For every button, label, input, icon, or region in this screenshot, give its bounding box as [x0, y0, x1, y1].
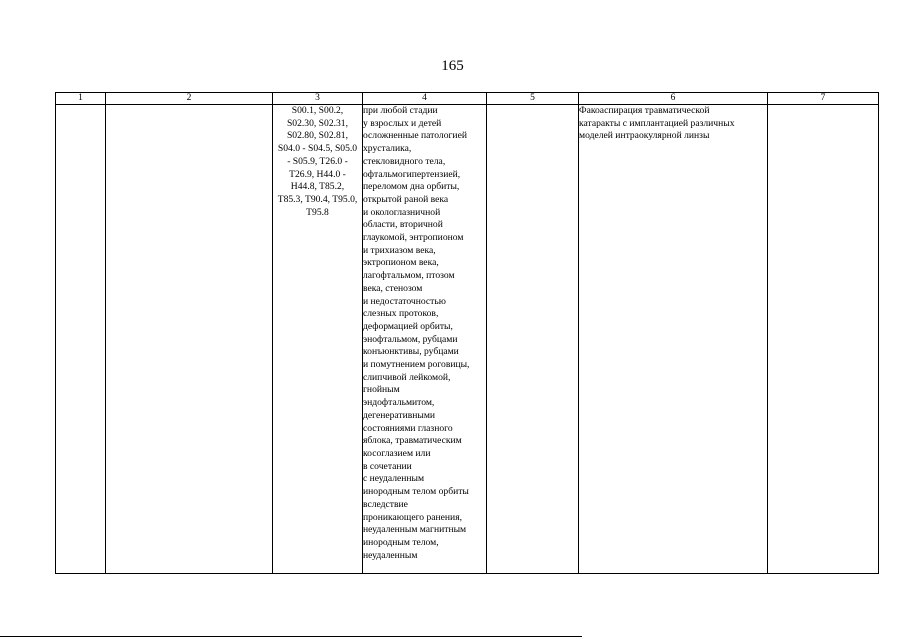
code-line: S02.30, S02.31, — [286, 117, 349, 129]
description-line: энофтальмом, рубцами — [363, 333, 458, 345]
page-number: 165 — [441, 58, 464, 74]
description-line: состояниями глазного — [363, 422, 453, 434]
cell-col-1 — [56, 105, 106, 574]
description-line: области, вторичной — [363, 219, 443, 231]
code-line: - S05.9, T26.0 - — [287, 155, 348, 167]
cell-col-5 — [487, 105, 579, 574]
description-line: косоглазием или — [363, 447, 431, 459]
description-line: дегенеративными — [363, 409, 436, 421]
description-line: слипчивой лейкомой, — [363, 371, 451, 383]
description-line: эндофтальмитом, — [363, 397, 435, 409]
code-line: T26.9, H44.0 - — [289, 168, 346, 180]
column-header-7: 7 — [768, 93, 879, 105]
code-line: S04.0 - S04.5, S05.0 — [277, 143, 358, 155]
description-line: хрусталика, — [363, 143, 412, 155]
column-header-4: 4 — [363, 93, 487, 105]
condition-description-cell — [363, 105, 487, 574]
description-line: гнойным — [363, 384, 400, 396]
treatment-method-cell — [579, 105, 768, 574]
description-line: и трихиазом века, — [363, 244, 436, 256]
description-line: конъюнктивы, рубцами — [363, 346, 459, 358]
column-header-1: 1 — [56, 93, 106, 105]
description-line: в сочетании — [363, 460, 412, 472]
description-line: инородным телом орбиты — [363, 486, 469, 498]
description-line: у взрослых и детей — [363, 117, 442, 129]
description-line: переломом дна орбиты, — [363, 181, 460, 193]
description-line: с неудаленным — [363, 473, 425, 485]
code-line: S02.80, S02.81, — [286, 130, 349, 142]
code-line: T85.3, T90.4, T95.0, — [277, 193, 358, 205]
description-line: неудаленным магнитным — [363, 524, 467, 536]
description-line: и окологлазничной — [363, 206, 441, 218]
code-line: H44.8, T85.2, — [290, 181, 345, 193]
description-line: открытой раной века — [363, 193, 449, 205]
description-line: эктропионом века, — [363, 257, 439, 269]
description-line: и недостаточностью — [363, 295, 446, 307]
description-line: века, стенозом — [363, 282, 423, 294]
header-row — [56, 93, 879, 105]
description-line: вследствие — [363, 498, 408, 510]
treatment-line: катаракты с имплантацией различных — [579, 117, 735, 129]
description-line: стекловидного тела, — [363, 155, 446, 167]
column-header-6: 6 — [579, 93, 768, 105]
description-line: офтальмогипертензией, — [363, 168, 461, 180]
description-line: инородным телом, — [363, 536, 439, 548]
cell-col-2 — [106, 105, 273, 574]
column-header-2: 2 — [106, 93, 273, 105]
medical-care-table — [55, 92, 879, 574]
description-line: и помутнением роговицы, — [363, 359, 470, 371]
code-line: S00.1, S00.2, — [291, 105, 344, 116]
description-line: яблока, травматическим — [363, 435, 462, 447]
description-line: при любой стадии — [363, 105, 438, 116]
description-line: осложненные патологией — [363, 130, 467, 142]
column-header-5: 5 — [487, 93, 579, 105]
scan-edge-line — [0, 636, 582, 637]
treatment-line: Факоаспирация травматической — [579, 105, 710, 116]
description-line: глаукомой, энтропионом — [363, 232, 464, 244]
description-line: неудаленным — [363, 549, 418, 561]
cell-col-7 — [768, 105, 879, 574]
column-header-3: 3 — [273, 93, 363, 105]
description-line: слезных протоков, — [363, 308, 439, 320]
code-line: T95.8 — [306, 206, 329, 218]
diagnosis-codes-cell — [273, 105, 363, 574]
table-row — [56, 105, 879, 574]
description-line: лагофтальмом, птозом — [363, 270, 455, 282]
description-line: проникающего ранения, — [363, 511, 463, 523]
description-line: деформацией орбиты, — [363, 320, 453, 332]
treatment-line: моделей интраокулярной линзы — [579, 130, 710, 142]
